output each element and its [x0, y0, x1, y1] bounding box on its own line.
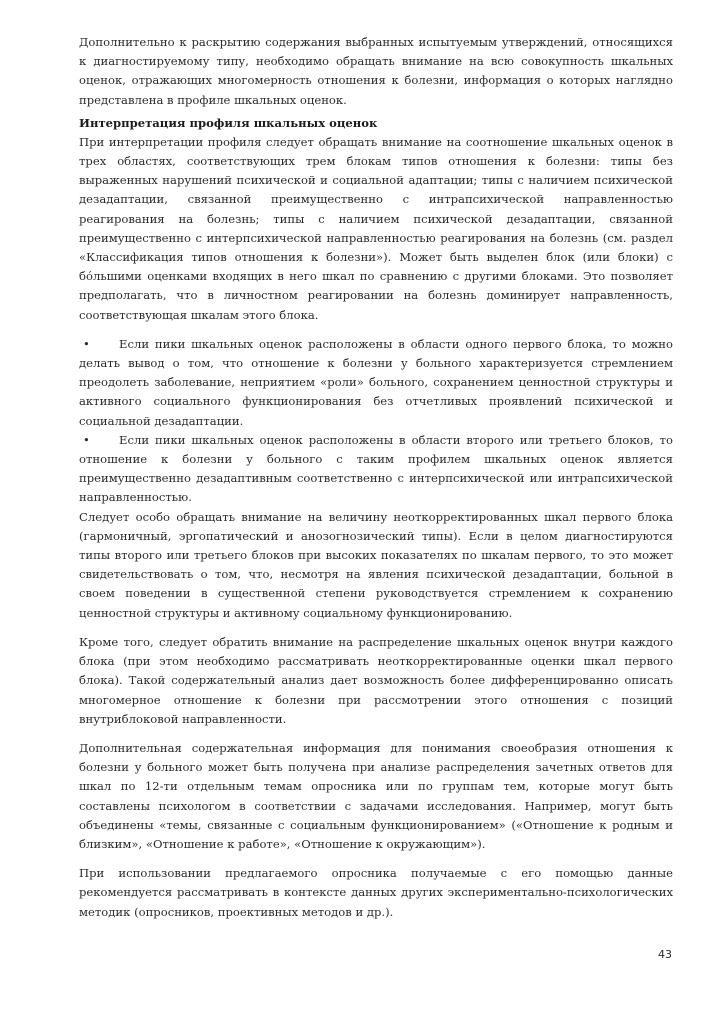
- closing-paragraph: При использовании предлагаемого опросника получаемые с его помощью данные рекомендуется рассматривать в контексте данных других экспериментально-психологических методик (опросников, проективных методов и др.).: [79, 866, 673, 919]
- bullet-text: Если пики шкальных оценок расположены в области одного первого блока, то можно делать вывод о том, что отношение к болезни у больного характеризуется стремлением преодолеть заболевание, неприятием «роли» больного, сохранением ценностной структуры и активного социального функционирования без отчетливых проявлений психической и социальной дезадаптации.: [79, 336, 673, 428]
- page-number: 43: [658, 948, 672, 961]
- document-page: [79, 33, 673, 922]
- bullet-item: [79, 431, 673, 508]
- bullet-text: Если пики шкальных оценок расположены в области второго или третьего блоков, то отношение к болезни у больного с таким профилем шкальных оценок является преимущественно дезадаптивным соответственно с интерпсихической или интрапсихической направленностью.: [79, 432, 673, 505]
- bullet-list: [79, 335, 673, 508]
- attention-paragraph: Следует особо обращать внимание на величину неоткорректированных шкал первого блока (гармоничный, эргопатический и анозогнозический типы). Если в целом диагностируются типы второго или третьего блоков при высоких показателях по шкалам первого, то это может свидетельствовать о том, что, несмотря на явления психической дезадаптации, больной в своем поведении в существенной степени руководствуется стремлением к сохранению ценностной структуры и активному социальному функционированию.: [79, 509, 673, 620]
- bullet-item: [79, 335, 673, 431]
- intro-paragraph: Дополнительно к раскрытию содержания выбранных испытуемым утверждений, относящихся к диагностируемому типу, необходимо обращать внимание на всю совокупность шкальных оценок, отражающих многомерность отношения к болезни, информация о которых наглядно представлена в профиле шкальных оценок.: [79, 35, 673, 107]
- additional-info-paragraph: Дополнительная содержательная информация для понимания своеобразия отношения к болезни у больного может быть получена при анализе распределения зачетных ответов для шкал по 12-ти отдельным темам опросника или по группам тем, которые могут быть составлены психологом в соответствии с задачами исследования. Например, могут быть объединены «темы, связанные с социальным функционированием» («Отношение к родным и близким», «Отношение к работе», «Отношение к окружающим»).: [79, 740, 673, 851]
- bullet-icon: •: [83, 432, 90, 447]
- distribution-paragraph: Кроме того, следует обратить внимание на распределение шкальных оценок внутри каждого блока (при этом необходимо рассматривать неоткорректированные оценки шкал первого блока). Такой содержательный анализ дает возможность более дифференцированно описать многомерное отношение к болезни при рассмотрении этого отношения с позиций внутриблоковой направленности.: [79, 634, 673, 726]
- interpretation-paragraph: При интерпретации профиля следует обращать внимание на соотношение шкальных оценок в трех областях, соответствующих трем блокам типов отношения к болезни: типы без выраженных нарушений психической и социальной адаптации; типы с наличием психической дезадаптации, связанной преимущественно с интрапсихической направленностью реагирования на болезнь; типы с наличием психической дезадаптации, связанной преимущественно с интерпсихической направленностью реагирования на болезнь (см. раздел «Классификация типов отношения к болезни»). Может быть выделен блок (или блоки) с бо́льшими оценками входящих в него шкал по сравнению с другими блоками. Это позволяет предполагать, что в личностном реагировании на болезнь доминирует направленность, соответствующая шкалам этого блока.: [79, 134, 673, 322]
- section-heading: Интерпретация профиля шкальных оценок: [79, 115, 378, 130]
- bullet-icon: •: [83, 336, 90, 351]
